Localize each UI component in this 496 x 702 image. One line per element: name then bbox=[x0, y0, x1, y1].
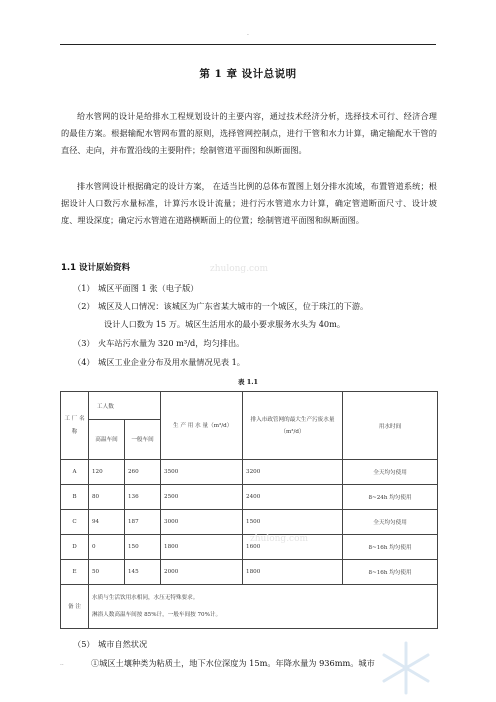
list-text: 城区工业企业分布及用水量情况见表 1。 bbox=[98, 357, 245, 367]
header-discharge: 排入市政管网的最大生产污废水量（m³/d） bbox=[243, 392, 343, 460]
list-text: 城区及人口情况：该城区为广东省某大城市的一个城区，位于珠江的下游。 bbox=[98, 301, 369, 311]
list-number: （5） bbox=[73, 639, 95, 649]
cell-name: B bbox=[61, 485, 89, 510]
snowflake-watermark-icon bbox=[376, 638, 436, 698]
cell-discharge: 1600 bbox=[243, 535, 343, 560]
header-rule bbox=[60, 44, 436, 45]
table-caption: 表 1.1 bbox=[237, 378, 259, 386]
cell-time: 全天均匀使用 bbox=[343, 460, 438, 485]
paragraph-drainage: 排水管网设计根据确定的设计方案， 在适当比例的总体布置图上划分排水流域，布置管道系统；根据设计人口数污水量标准，计算污水设计流量；进行污水管道水力计算，确定管道断面尺寸、设计坡度、埋设深度；确定污水管道在道路横断面上的位置；绘制管道平面图和纵断面图。 bbox=[61, 181, 437, 226]
list-item-2 bbox=[73, 300, 368, 312]
table-remarks-row bbox=[61, 585, 438, 629]
cell-hot: 50 bbox=[89, 560, 125, 585]
list-item-4 bbox=[73, 356, 245, 368]
list-text: 火车站污水量为 320 m³/d，均匀排出。 bbox=[98, 338, 245, 348]
table-row bbox=[61, 460, 438, 485]
cell-production: 3000 bbox=[161, 510, 243, 535]
list-number: （1） bbox=[73, 283, 95, 293]
header-hot: 高温车间 bbox=[89, 420, 125, 460]
header-factory: 工 厂 名 称 bbox=[61, 392, 89, 460]
cell-discharge: 1800 bbox=[243, 560, 343, 585]
list-text: ①城区土壤种类为粘质土，地下水位深度为 15m。年降水量为 936mm。城市 bbox=[91, 658, 375, 668]
list-text: 设计人口数为 15 万。城区生活用水的最小要求服务水头为 40m。 bbox=[104, 319, 346, 329]
water-usage-table bbox=[60, 391, 438, 629]
cell-normal: 187 bbox=[125, 510, 161, 535]
list-item-2-cont bbox=[104, 318, 345, 330]
cell-hot: 80 bbox=[89, 485, 125, 510]
cell-normal: 136 bbox=[125, 485, 161, 510]
header-workers: 工人数 bbox=[89, 392, 161, 420]
cell-discharge: 1500 bbox=[243, 510, 343, 535]
list-text: 城市自然状况 bbox=[98, 639, 148, 649]
cell-time: 8~16h 均匀使用 bbox=[343, 560, 438, 585]
cell-time: 全天均匀使用 bbox=[343, 510, 438, 535]
list-text: 城区平面图 1 张（电子版） bbox=[98, 283, 199, 293]
cell-discharge: 2400 bbox=[243, 485, 343, 510]
cell-time: 8~16h 均匀使用 bbox=[343, 535, 438, 560]
header-normal: 一般车间 bbox=[125, 420, 161, 460]
cell-discharge: 3200 bbox=[243, 460, 343, 485]
cell-name: D bbox=[61, 535, 89, 560]
header-time: 用水时间 bbox=[343, 392, 438, 460]
list-item-1 bbox=[73, 282, 198, 294]
table-row bbox=[61, 485, 438, 510]
list-item-3 bbox=[73, 337, 244, 349]
cell-name: A bbox=[61, 460, 89, 485]
table-row bbox=[61, 560, 438, 585]
list-item-5-detail bbox=[91, 657, 375, 669]
cell-production: 2500 bbox=[161, 485, 243, 510]
list-number: （3） bbox=[73, 338, 95, 348]
cell-production: 2000 bbox=[161, 560, 243, 585]
cell-normal: 145 bbox=[125, 560, 161, 585]
remark-1: 水质与生活饮用水相同，水压无特殊要求。 bbox=[92, 594, 199, 601]
paragraph-water-supply: 给水管网的设计是给排水工程规划设计的主要内容，通过技术经济分析，选择技术可行、经济合理的最佳方案。根据输配水管网布置的原则，选择管网控制点，进行干管和水力计算，确定输配水干管的直径、走向，并布置沿线的主要附件；绘制管道平面图和纵断面图。 bbox=[61, 111, 437, 156]
list-number: （4） bbox=[73, 357, 95, 367]
header-mark: . bbox=[247, 30, 249, 37]
list-number: （2） bbox=[73, 301, 95, 311]
remarks-label: 备 注 bbox=[61, 585, 89, 629]
table-row bbox=[61, 535, 438, 560]
header-production: 生 产 用 水 量（m³/d） bbox=[161, 392, 243, 460]
cell-name: E bbox=[61, 560, 89, 585]
cell-hot: 94 bbox=[89, 510, 125, 535]
cell-production: 1800 bbox=[161, 535, 243, 560]
cell-production: 3500 bbox=[161, 460, 243, 485]
cell-hot: 0 bbox=[89, 535, 125, 560]
chapter-title: 第 1 章 设计总说明 bbox=[199, 68, 297, 80]
cell-normal: 260 bbox=[125, 460, 161, 485]
watermark-text: zhulong.com bbox=[250, 534, 309, 544]
cell-hot: 120 bbox=[89, 460, 125, 485]
list-item-5 bbox=[73, 638, 147, 650]
table-row bbox=[61, 510, 438, 535]
footer-mark: .. bbox=[60, 660, 64, 667]
cell-time: 8~24h 均匀使用 bbox=[343, 485, 438, 510]
remark-2: 淋浴人数高温车间按 85%计，一般车间按 70%计。 bbox=[92, 611, 222, 618]
table-header-row bbox=[61, 392, 438, 420]
remarks-cell bbox=[89, 585, 438, 629]
cell-name: C bbox=[61, 510, 89, 535]
section-heading: 1.1 设计原始资料 bbox=[61, 263, 131, 273]
cell-normal: 150 bbox=[125, 535, 161, 560]
watermark-text: zhulong.com bbox=[210, 264, 269, 274]
